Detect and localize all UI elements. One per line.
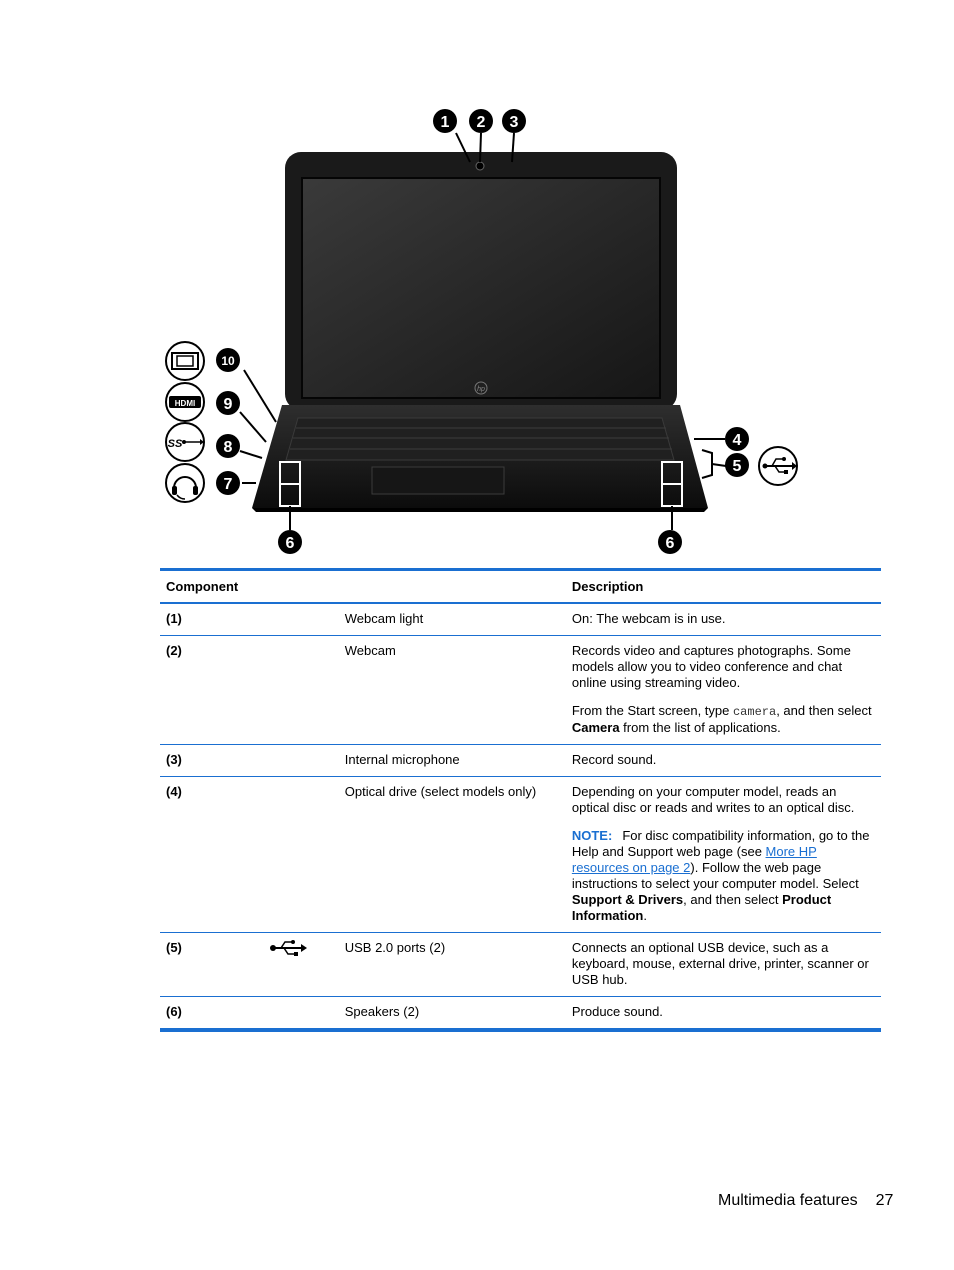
more-hp-resources-link[interactable]: More HP resources on page 2 <box>571 844 817 875</box>
components-table <box>160 568 881 1032</box>
row-icon-cell <box>263 997 339 1031</box>
row-description <box>566 636 881 745</box>
row-description <box>566 777 881 933</box>
table-row <box>160 933 881 997</box>
footer-section-title: Multimedia features <box>718 1192 858 1209</box>
note-text: , and then select <box>683 892 783 907</box>
svg-text:3: 3 <box>509 114 519 131</box>
row-component: Internal microphone <box>339 745 566 777</box>
row-description: Connects an optional USB device, such as a keyboard, mouse, external drive, printer, scanner or USB hub. <box>566 933 881 997</box>
svg-text:SS: SS <box>167 438 183 450</box>
callout-2 <box>469 109 493 133</box>
row-number: (5) <box>160 933 263 997</box>
svg-text:1: 1 <box>440 114 450 131</box>
bold-product-information: Product Information <box>571 892 832 923</box>
code-camera: camera <box>732 705 777 719</box>
video-port-icon <box>166 342 204 380</box>
bold-support-drivers: Support & Drivers <box>571 892 684 907</box>
row-icon-cell <box>263 777 339 933</box>
table-row <box>160 997 881 1031</box>
svg-text:4: 4 <box>732 432 742 449</box>
note-block <box>572 828 875 924</box>
row-component: Webcam <box>339 636 566 745</box>
svg-text:8: 8 <box>223 439 233 456</box>
usb-icon <box>759 447 797 485</box>
svg-text:10: 10 <box>221 354 235 368</box>
description-instructions <box>572 703 875 736</box>
hp-logo-text: hp <box>477 386 485 393</box>
usb3-icon <box>166 423 204 461</box>
laptop-figure <box>150 100 820 560</box>
instruction-text: From the Start screen, type <box>571 703 733 718</box>
callout-9 <box>216 391 240 415</box>
headphone-icon <box>166 464 204 502</box>
svg-text:6: 6 <box>285 535 295 552</box>
note-text: ). Follow the web page instructions to select your computer model. Select <box>571 860 859 891</box>
description-text: Depending on your computer model, reads an optical disc or reads and writes to an optical disc. <box>571 784 855 815</box>
svg-text:HDMI: HDMI <box>174 399 196 408</box>
table-row <box>160 777 881 933</box>
svg-text:2: 2 <box>476 114 486 131</box>
row-number: (2) <box>160 636 263 745</box>
webcam-lens <box>476 162 484 170</box>
row-number: (6) <box>160 997 263 1031</box>
note-text: For disc compatibility information, go to the Help and Support web page (see <box>571 828 870 859</box>
row-component: Webcam light <box>339 603 566 636</box>
callout-3 <box>502 109 526 133</box>
callout-7 <box>216 471 240 495</box>
instruction-text: from the list of applications. <box>619 720 781 735</box>
row-component: Speakers (2) <box>339 997 566 1031</box>
svg-text:6: 6 <box>665 535 675 552</box>
table-row <box>160 745 881 777</box>
header-component: Component <box>166 579 239 594</box>
row-description: On: The webcam is in use. <box>566 603 881 636</box>
hdmi-icon <box>166 383 204 421</box>
callout-6-left <box>278 530 302 554</box>
laptop-screen <box>302 178 660 398</box>
row-description: Produce sound. <box>566 997 881 1031</box>
note-label: NOTE: <box>571 828 613 843</box>
row-number: (1) <box>160 603 263 636</box>
table-row <box>160 636 881 745</box>
header-description: Description <box>571 579 644 594</box>
row-number: (3) <box>160 745 263 777</box>
page-footer <box>718 1192 893 1210</box>
bold-camera: Camera <box>571 720 620 735</box>
callout-6-right <box>658 530 682 554</box>
row-component: Optical drive (select models only) <box>339 777 566 933</box>
laptop-base-edge <box>252 508 708 512</box>
touchpad <box>372 467 504 494</box>
instruction-text: , and then select <box>776 703 872 718</box>
row-description: Record sound. <box>566 745 881 777</box>
description-text: Records video and captures photographs. Some models allow you to video conference and chat online using streaming video. <box>571 643 851 690</box>
callout-10 <box>216 348 240 372</box>
svg-text:5: 5 <box>732 458 742 475</box>
page-number: 27 <box>875 1192 894 1209</box>
callout-1 <box>433 109 457 133</box>
svg-text:7: 7 <box>223 476 233 493</box>
callout-4 <box>725 427 749 451</box>
callout-5 <box>725 453 749 477</box>
keyboard <box>286 418 674 460</box>
row-icon-cell <box>263 636 339 745</box>
row-number: (4) <box>160 777 263 933</box>
row-icon-cell <box>263 933 339 997</box>
row-component: USB 2.0 ports (2) <box>339 933 566 997</box>
table-row <box>160 603 881 636</box>
note-text: . <box>643 908 647 923</box>
callout-8 <box>216 434 240 458</box>
row-icon-cell <box>263 745 339 777</box>
table-header-row <box>160 570 881 604</box>
row-icon-cell <box>263 603 339 636</box>
svg-text:9: 9 <box>223 396 233 413</box>
usb-icon <box>269 939 309 957</box>
